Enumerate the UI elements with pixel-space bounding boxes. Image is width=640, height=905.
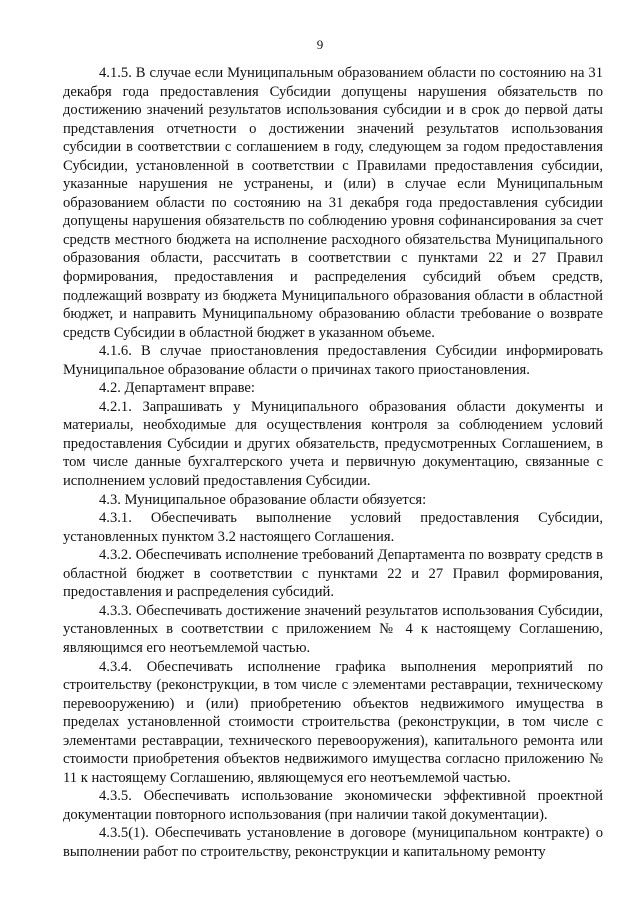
paragraph-4-3-1: 4.3.1. Обеспечивать выполнение условий предоставления Субсидии, установленных пунктом 3.2 настоящего Соглашения. — [63, 510, 603, 545]
paragraph-4-2: 4.2. Департамент вправе: — [99, 380, 255, 397]
page-number: 9 — [316, 37, 324, 52]
paragraph-4-1-6: 4.1.6. В случае приостановления предоставления Субсидии информировать Муниципальное образование области о причинах такого приостановления. — [63, 343, 603, 378]
document-body — [63, 64, 603, 862]
paragraph-4-3: 4.3. Муниципальное образование области обязуется: — [99, 491, 427, 508]
paragraph-4-3-5-1: 4.3.5(1). Обеспечивать установление в договоре (муниципальном контракте) о выполнении работ по строительству, реконструкции и капитальному ремонту — [63, 825, 603, 860]
paragraph-4-1-5: 4.1.5. В случае если Муниципальным образованием области по состоянию на 31 декабря года предоставления Субсидии допущены нарушения обязательств по достижению значений результатов использования субсидии и в срок до первой даты представления отчетности о достижении значений результатов использования субсидии в соответствии с соглашением в году, следующем за годом предоставления Субсидии, установленной в соответствии с Правилами предоставления субсидии, указанные нарушения не устранены, и (или) в случае если Муниципальным образованием области по состоянию на 31 декабря года предоставления субсидии допущены нарушения обязательств по соблюдению уровня софинансирования за счет средств местного бюджета на исполнение расходного обязательства Муниципального образования области, рассчитать в соответствии с пунктами 22 и 27 Правил формирования, предоставления и распределения субсидий объем средств, подлежащий возврату из бюджета Муниципального образования области в областной бюджет, и направить Муниципальному образованию области требование о возврате средств Субсидии в областной бюджет в указанном объеме. — [63, 65, 603, 341]
paragraph-4-2-1: 4.2.1. Запрашивать у Муниципального образования области документы и материалы, необходимые для осуществления контроля за соблюдением условий предоставления Субсидии и других обязательств, предусмотренных Соглашением, в том числе данные бухгалтерского учета и первичную документацию, связанные с исполнением условий предоставления Субсидии. — [63, 398, 603, 490]
paragraph-4-3-3: 4.3.3. Обеспечивать достижение значений результатов использования Субсидии, установленных в соответствии с приложением № 4 к настоящему Соглашению, являющимся его неотъемлемой частью. — [63, 602, 603, 656]
paragraph-4-3-5: 4.3.5. Обеспечивать использование экономически эффективной проектной документации повторного использования (при наличии такой документации). — [63, 788, 603, 823]
paragraph-4-3-4: 4.3.4. Обеспечивать исполнение графика выполнения мероприятий по строительству (реконструкции, в том числе с элементами реставрации, техническому перевооружению) и (или) приобретению объектов недвижимого имущества в пределах установленной стоимости строительства (реконструкции, в том числе с элементами реставрации, технического перевооружения), капитального ремонта или стоимости приобретения объектов недвижимого имущества согласно приложению № 11 к настоящему Соглашению, являющемуся его неотъемлемой частью. — [63, 658, 603, 786]
paragraph-4-3-2: 4.3.2. Обеспечивать исполнение требований Департамента по возврату средств в областной бюджет в соответствии с пунктами 22 и 27 Правил формирования, предоставления и распределения субсидий. — [63, 547, 603, 601]
